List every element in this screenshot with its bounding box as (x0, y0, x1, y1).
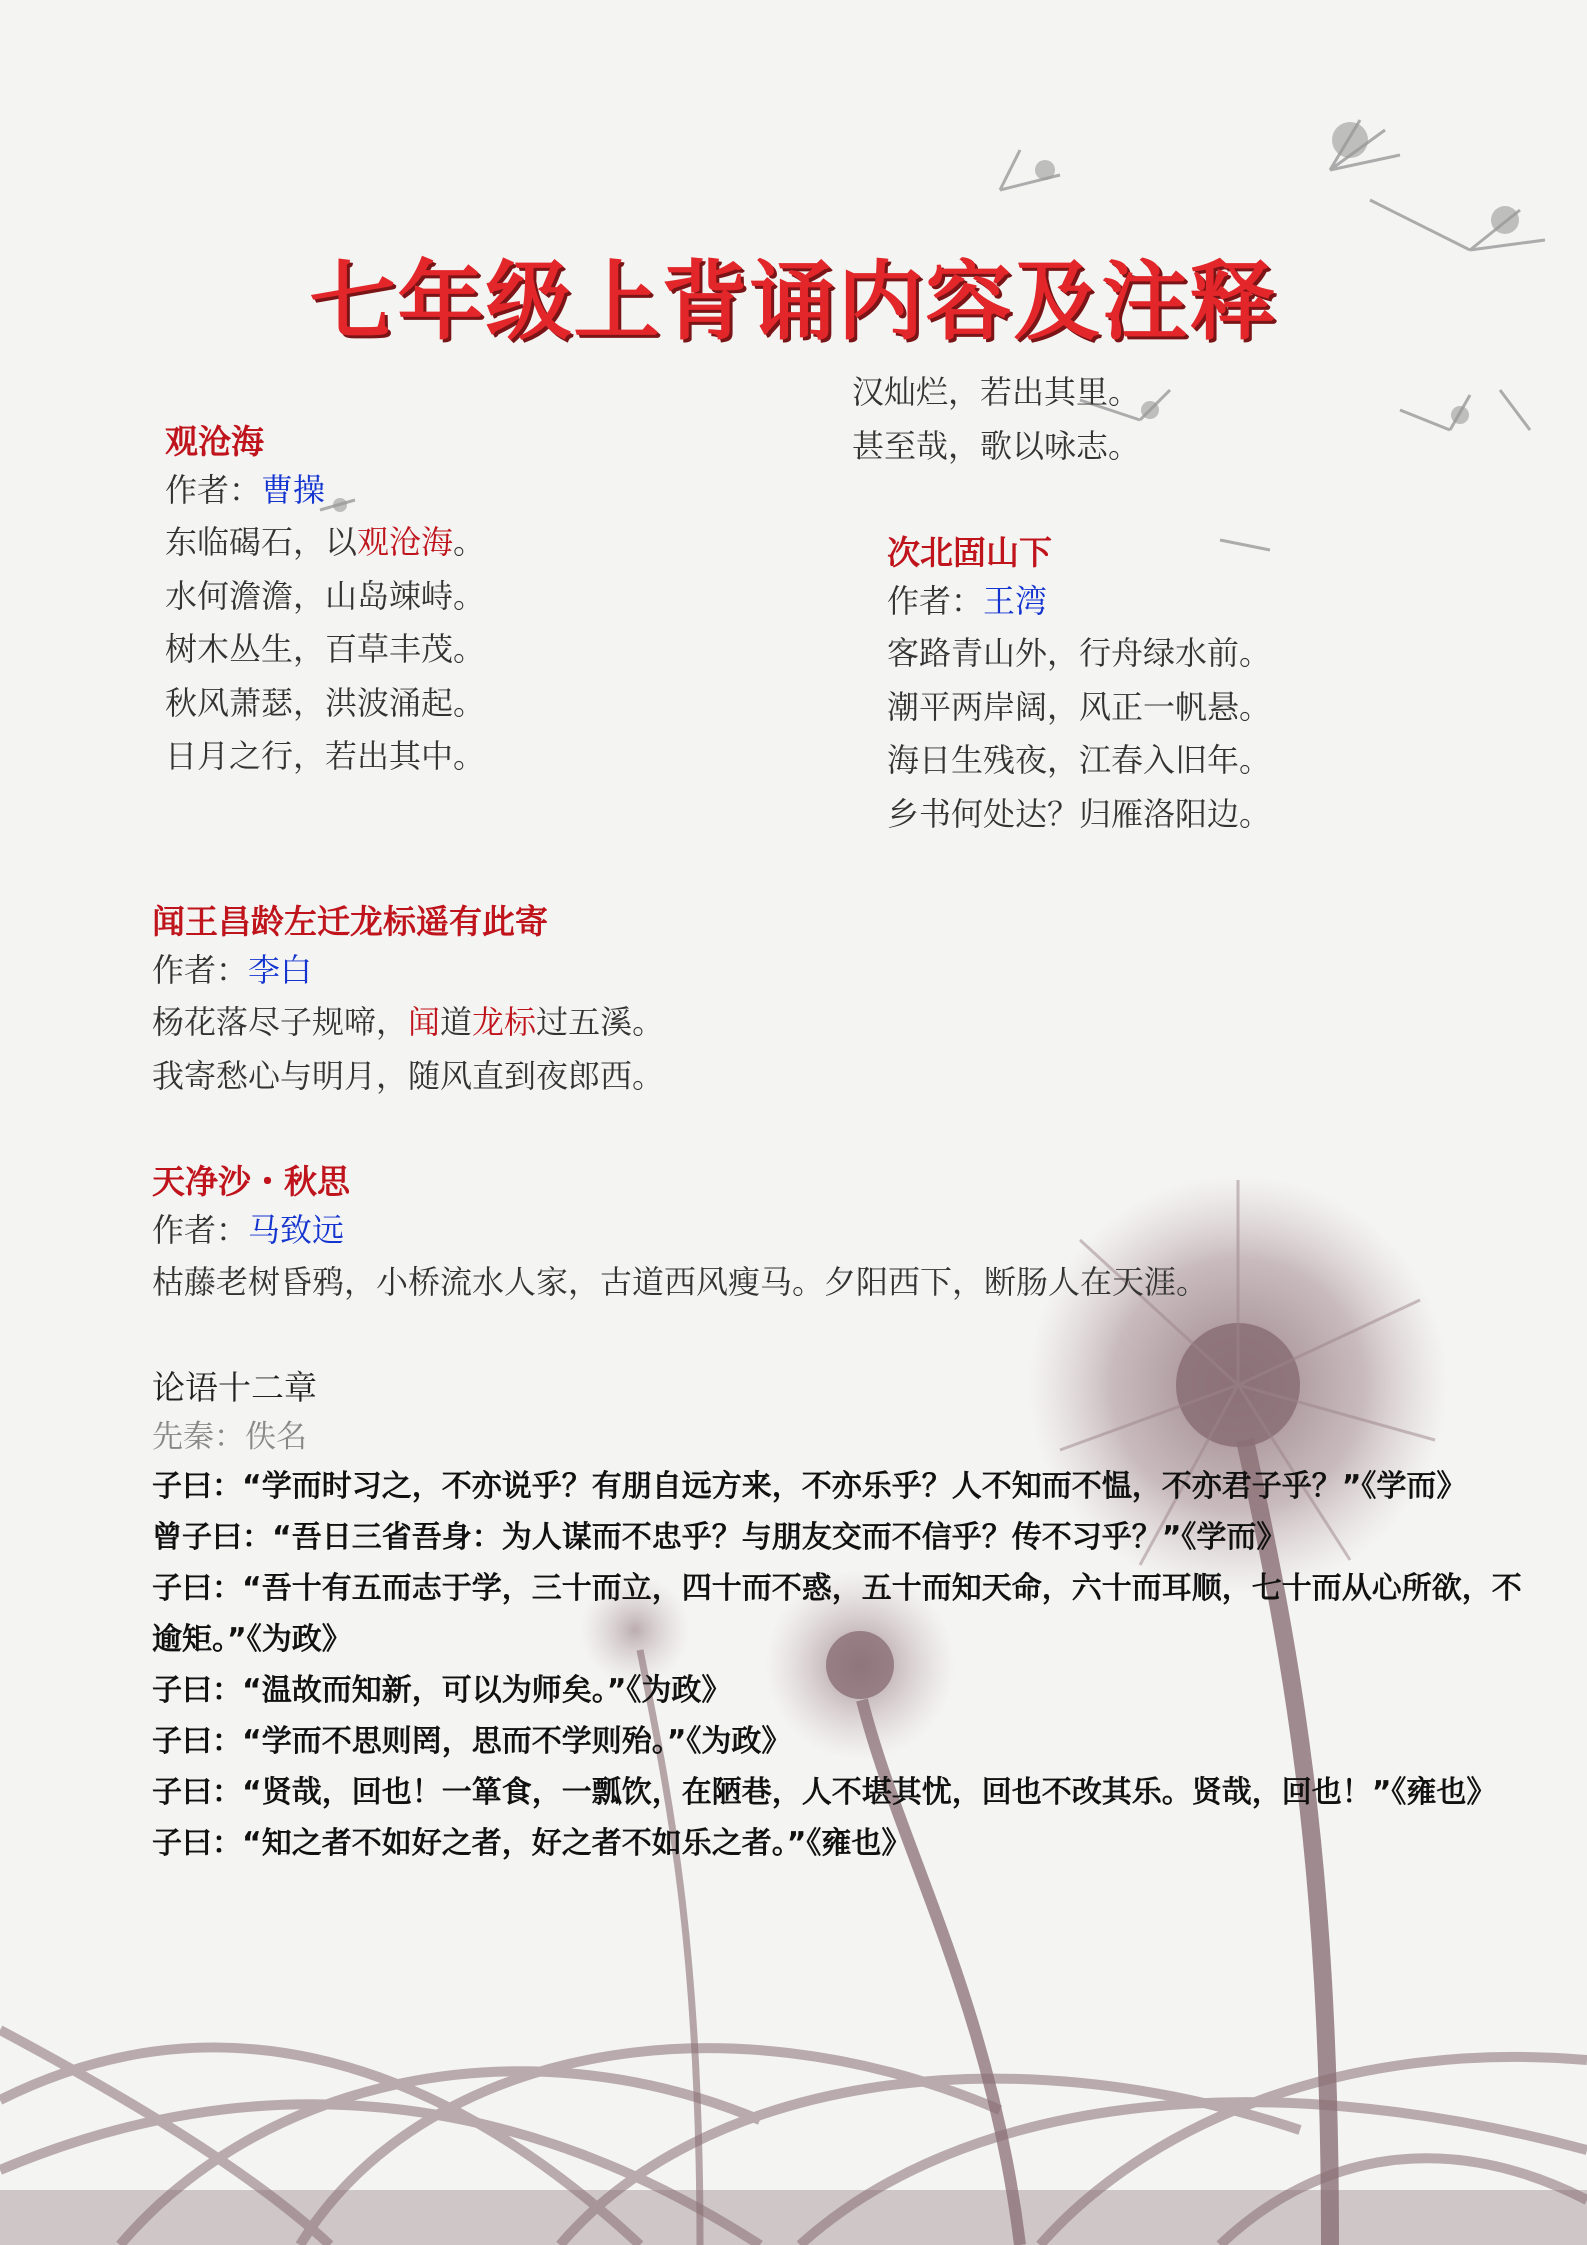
author-line (152, 1204, 1208, 1256)
section-lunyu (152, 1363, 1532, 1869)
section-source: 先秦：佚名 (152, 1419, 307, 1455)
poem-title: 闻王昌龄左迁龙标遥有此寄 (152, 902, 548, 941)
author-line (152, 944, 664, 996)
poem-guan-cang-hai-continued (852, 366, 1140, 473)
poem-line: 树木丛生，百草丰茂。 (165, 630, 486, 668)
author-line (887, 575, 1271, 627)
author-label: 作者： (152, 951, 249, 989)
poem-tian-jing-sha (152, 1160, 1208, 1310)
poem-line: 水何澹澹，山岛竦峙。 (165, 576, 486, 615)
lunyu-paragraph: 曾子曰：“吾日三省吾身：为人谋而不忠乎？与朋友交而不信乎？传不习乎？”《学而》 (152, 1520, 1287, 1555)
poem-title: 观沧海 (165, 422, 264, 461)
poem-title: 天净沙・秋思 (152, 1162, 350, 1201)
poem-guan-cang-hai (165, 420, 485, 784)
poem-line: 日月之行，若出其中。 (165, 737, 486, 775)
poem-line: 杨花落尽子规啼，闻道龙标过五溪。 (152, 1003, 665, 1041)
section-title: 论语十二章 (152, 1368, 317, 1407)
poem-line: 潮平两岸阔，风正一帆悬。 (887, 687, 1272, 726)
author-name: 曹操 (261, 471, 326, 509)
author-label: 作者： (165, 471, 262, 509)
poem-wen-wang-chang-ling (152, 900, 664, 1103)
poem-line: 枯藤老树昏鸦，小桥流水人家，古道西风瘦马。夕阳西下，断肠人在天涯。 (152, 1263, 1209, 1301)
lunyu-paragraph: 子曰：“贤哉，回也！一箪食，一瓢饮，在陋巷，人不堪其忧，回也不改其乐。贤哉，回也！”《雍也》 (152, 1775, 1497, 1810)
lunyu-paragraph: 子曰：“学而不思则罔，思而不学则殆。”《为政》 (152, 1724, 792, 1759)
poem-line: 客路青山外，行舟绿水前。 (887, 634, 1272, 672)
poem-line: 秋风萧瑟，洪波涌起。 (165, 683, 486, 722)
poem-line: 汉灿烂，若出其里。 (852, 373, 1141, 411)
author-name: 李白 (248, 951, 313, 989)
lunyu-body (152, 1461, 1532, 1869)
author-label: 作者： (887, 582, 984, 620)
highlight-text: 龙标 (472, 1003, 537, 1041)
lunyu-paragraph: 子曰：“学而时习之，不亦说乎？有朋自远方来，不亦乐乎？人不知而不愠，不亦君子乎？”《学而》 (152, 1469, 1467, 1504)
author-name: 王湾 (983, 582, 1048, 620)
highlight-text: 观沧海 (357, 523, 454, 561)
poem-line: 海日生残夜，江春入旧年。 (887, 741, 1272, 779)
poem-title: 次北固山下 (887, 533, 1052, 572)
poem-ci-bei-gu-shan (887, 531, 1271, 841)
lunyu-paragraph: 子曰：“温故而知新，可以为师矣。”《为政》 (152, 1673, 732, 1708)
author-line (165, 464, 485, 516)
page-title: 七年级上背诵内容及注释 (309, 252, 1278, 352)
lunyu-paragraph: 子曰：“知之者不如好之者，好之者不如乐之者。”《雍也》 (152, 1826, 912, 1861)
poem-line: 乡书何处达？归雁洛阳边。 (887, 794, 1272, 833)
author-name: 马致远 (248, 1211, 345, 1249)
lunyu-paragraph: 子曰：“吾十有五而志于学，三十而立，四十而不惑，五十而知天命，六十而耳顺，七十而从心所欲，不逾矩。”《为政》 (152, 1571, 1522, 1657)
author-label: 作者： (152, 1211, 249, 1249)
poem-line: 甚至哉，歌以咏志。 (852, 426, 1141, 465)
poem-line: 我寄愁心与明月，随风直到夜郎西。 (152, 1056, 665, 1095)
highlight-text: 闻 (408, 1003, 441, 1041)
poem-line: 东临碣石，以观沧海。 (165, 523, 486, 561)
